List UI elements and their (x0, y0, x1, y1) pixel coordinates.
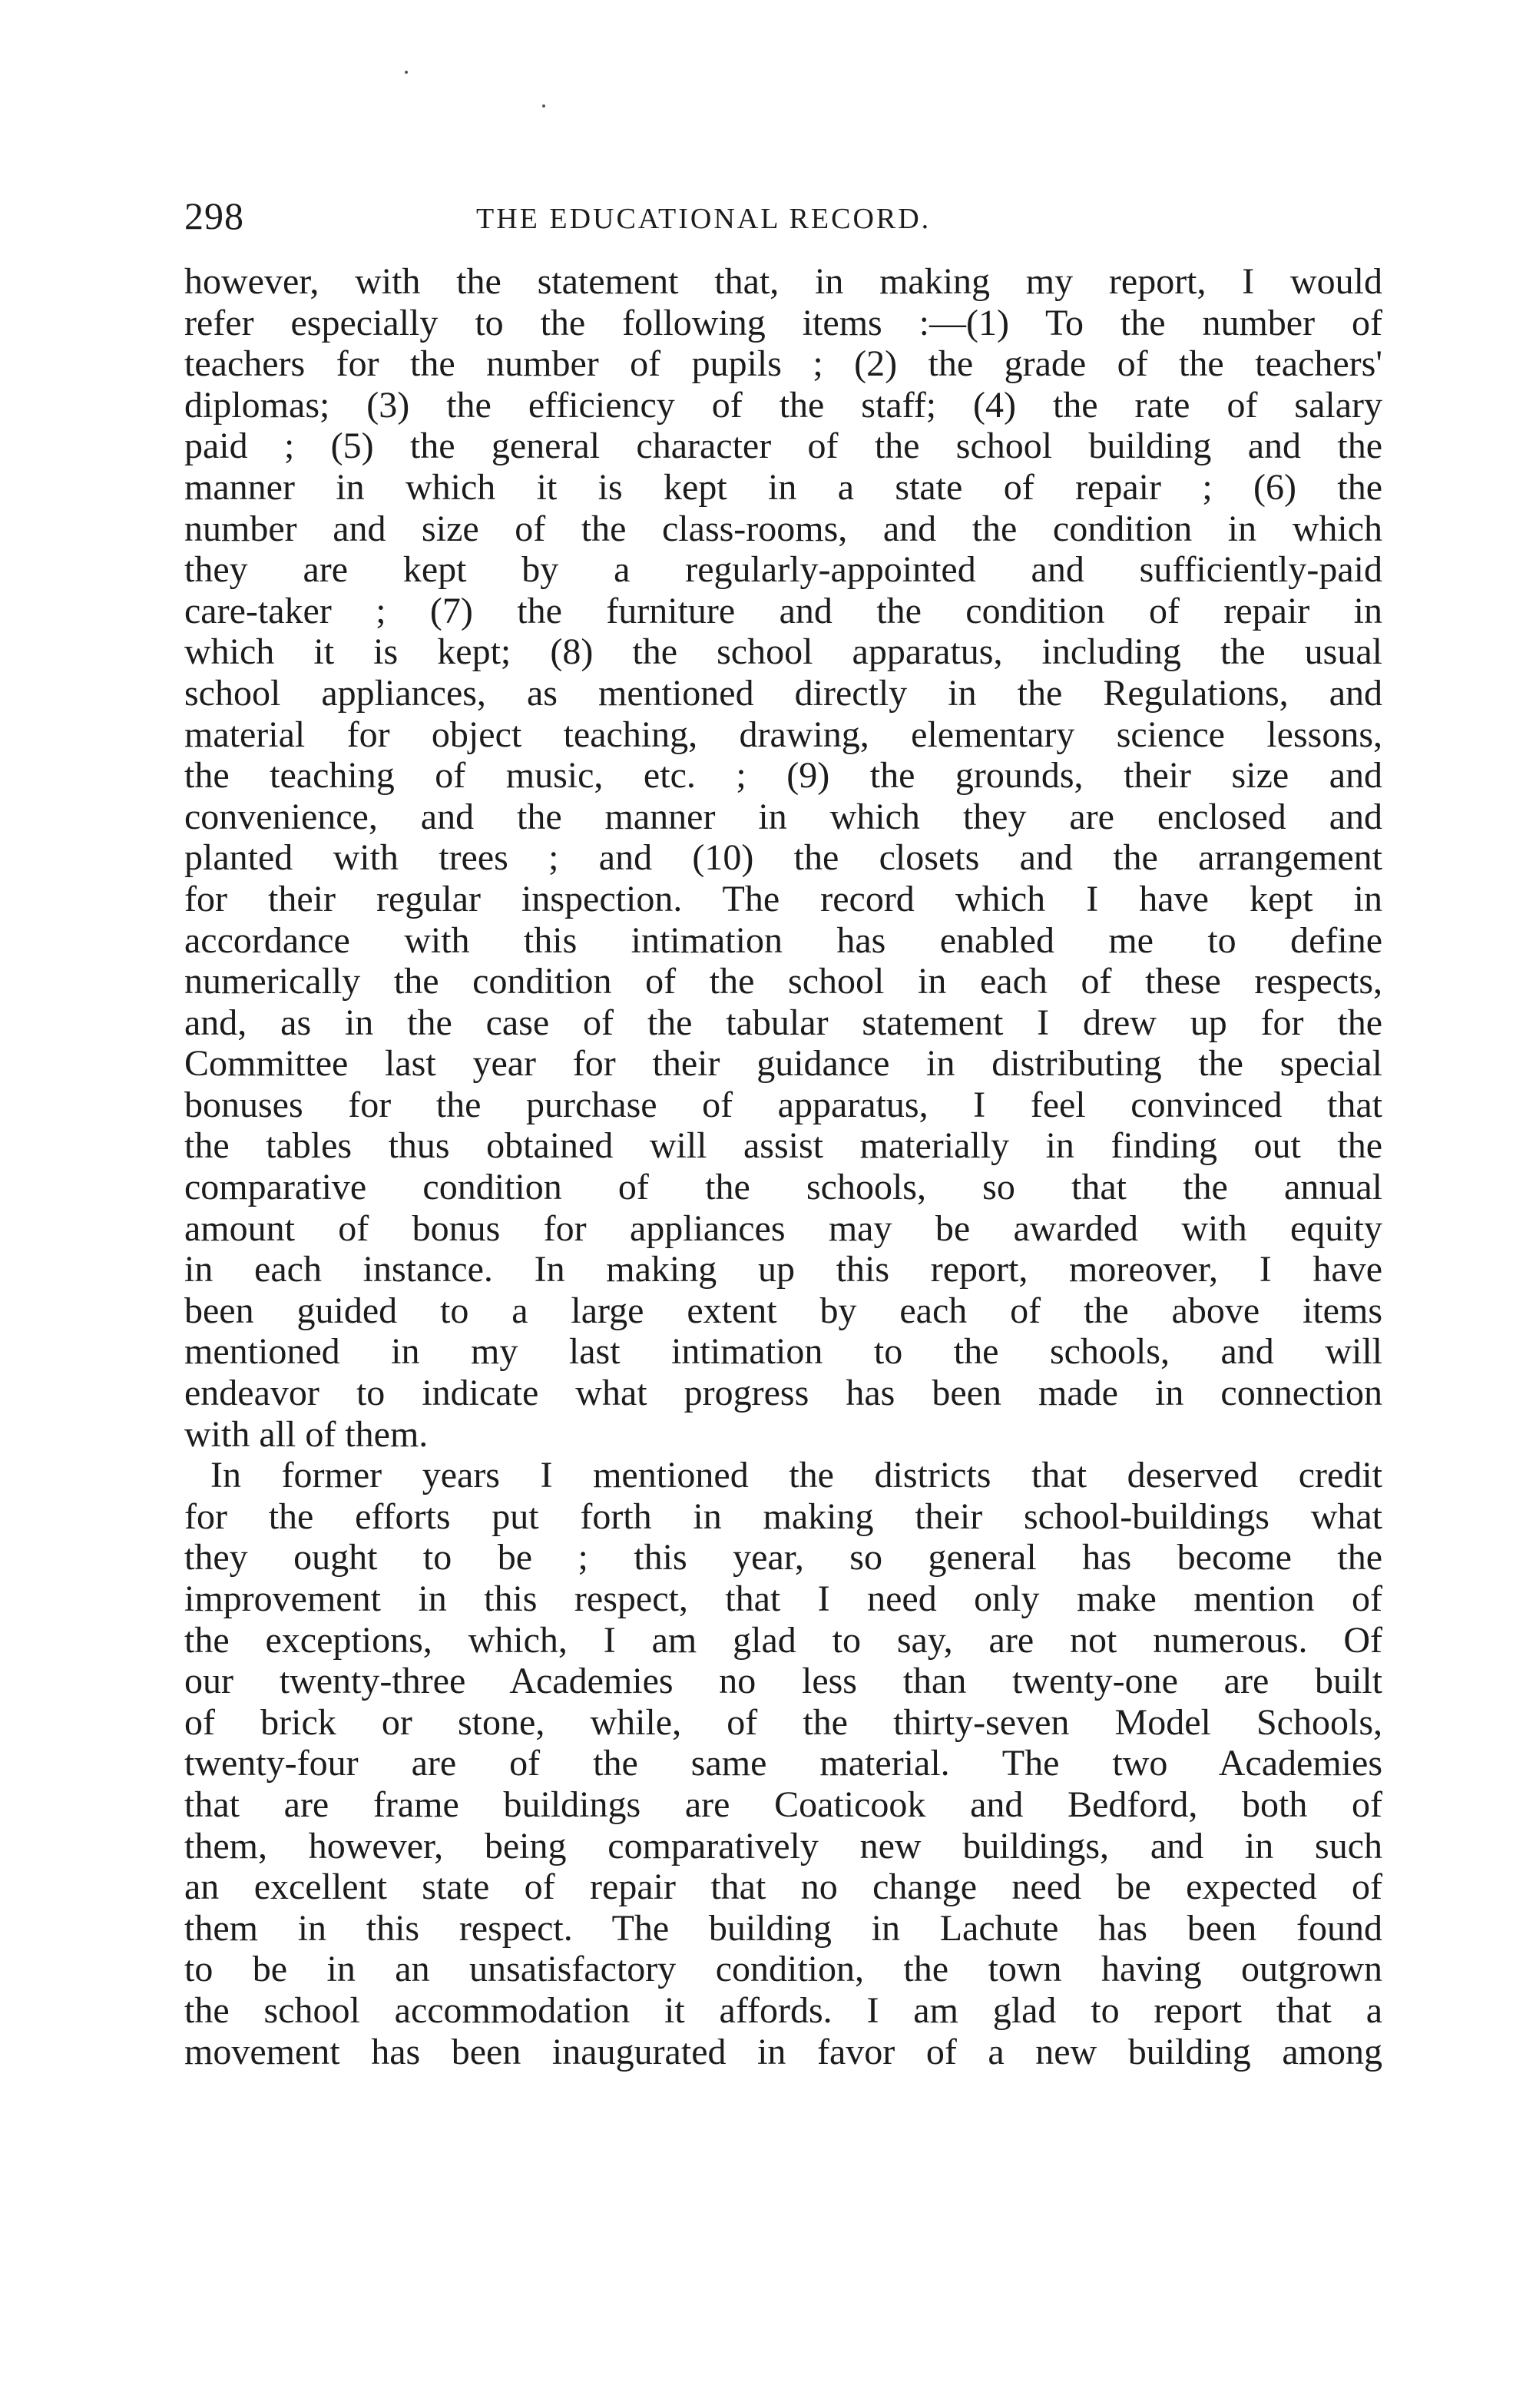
text-line: numerically the condition of the school in each of these respects, (184, 961, 1382, 1002)
text-line: teachers for the number of pupils ; (2) the grade of the teachers' (184, 343, 1382, 385)
text-line: the school accommodation it affords. I am glad to report that a (184, 1989, 1382, 2031)
page-number: 298 (184, 194, 244, 237)
text-line: the exceptions, which, I am glad to say, are not numerous. Of (184, 1619, 1382, 1661)
text-line: to be in an unsatisfactory condition, the town having outgrown (184, 1949, 1382, 1990)
text-line: they are kept by a regularly-appointed and sufficiently-paid (184, 549, 1382, 591)
text-line: mentioned in my last intimation to the schools, and will (184, 1331, 1382, 1373)
text-line: manner in which it is kept in a state of repair ; (6) the (184, 466, 1382, 508)
text-line: they ought to be ; this year, so general has become the (184, 1537, 1382, 1578)
text-line: however, with the statement that, in making my report, I would (184, 261, 1382, 302)
text-line: endeavor to indicate what progress has been made in connection (184, 1373, 1382, 1414)
text-line: number and size of the class-rooms, and the condition in which (184, 508, 1382, 549)
text-line: the tables thus obtained will assist materially in finding out the (184, 1125, 1382, 1167)
scan-speck (542, 104, 545, 108)
text-line: improvement in this respect, that I need only make mention of (184, 1578, 1382, 1619)
text-line: amount of bonus for appliances may be awarded with equity (184, 1207, 1382, 1249)
text-line: accordance with this intimation has enabled me to define (184, 919, 1382, 961)
text-line: comparative condition of the schools, so that the annual (184, 1167, 1382, 1208)
text-line: of brick or stone, while, of the thirty-seven Model Schools, (184, 1701, 1382, 1743)
text-line: material for object teaching, drawing, elementary science lessons, (184, 714, 1382, 755)
text-line: bonuses for the purchase of apparatus, I feel convinced that (184, 1084, 1382, 1125)
text-line: in each instance. In making up this report, moreover, I have (184, 1249, 1382, 1290)
text-line: paid ; (5) the general character of the school building and the (184, 426, 1382, 467)
text-line: planted with trees ; and (10) the closets and the arrangement (184, 837, 1382, 879)
body-text (184, 261, 1382, 2072)
text-line: for the efforts put forth in making their school-buildings what (184, 1495, 1382, 1537)
text-line: school appliances, as mentioned directly in the Regulations, and (184, 672, 1382, 714)
text-line: In former years I mentioned the districts that deserved credit (210, 1455, 1382, 1496)
text-line: the teaching of music, etc. ; (9) the grounds, their size and (184, 755, 1382, 797)
text-line: twenty-four are of the same material. The two Academies (184, 1743, 1382, 1784)
scan-speck (405, 71, 408, 74)
text-line: been guided to a large extent by each of the above items (184, 1290, 1382, 1331)
text-line: them, however, being comparatively new buildings, and in such (184, 1825, 1382, 1866)
text-line: and, as in the case of the tabular statement I drew up for the (184, 1002, 1382, 1043)
text-line: them in this respect. The building in Lachute has been found (184, 1907, 1382, 1949)
text-line: convenience, and the manner in which they are enclosed and (184, 796, 1382, 837)
text-line: our twenty-three Academies no less than twenty-one are built (184, 1661, 1382, 1702)
text-line: for their regular inspection. The record which I have kept in (184, 878, 1382, 919)
text-line: movement has been inaugurated in favor of a new building among (184, 2031, 1382, 2072)
text-line: which it is kept; (8) the school apparatus, including the usual (184, 631, 1382, 673)
text-line: that are frame buildings are Coaticook and Bedford, both of (184, 1784, 1382, 1825)
page-header (184, 189, 1382, 243)
text-line: Committee last year for their guidance in distributing the special (184, 1043, 1382, 1085)
paragraph (184, 1455, 1382, 2072)
text-line: an excellent state of repair that no change need be expected of (184, 1866, 1382, 1908)
text-line: refer especially to the following items :—(1) To the number of (184, 302, 1382, 343)
running-head: THE EDUCATIONAL RECORD. (476, 203, 932, 235)
paragraph (184, 261, 1382, 1455)
text-line: care-taker ; (7) the furniture and the condition of repair in (184, 590, 1382, 631)
text-line: with all of them. (184, 1413, 429, 1455)
text-line: diplomas; (3) the efficiency of the staff; (4) the rate of salary (184, 384, 1382, 426)
